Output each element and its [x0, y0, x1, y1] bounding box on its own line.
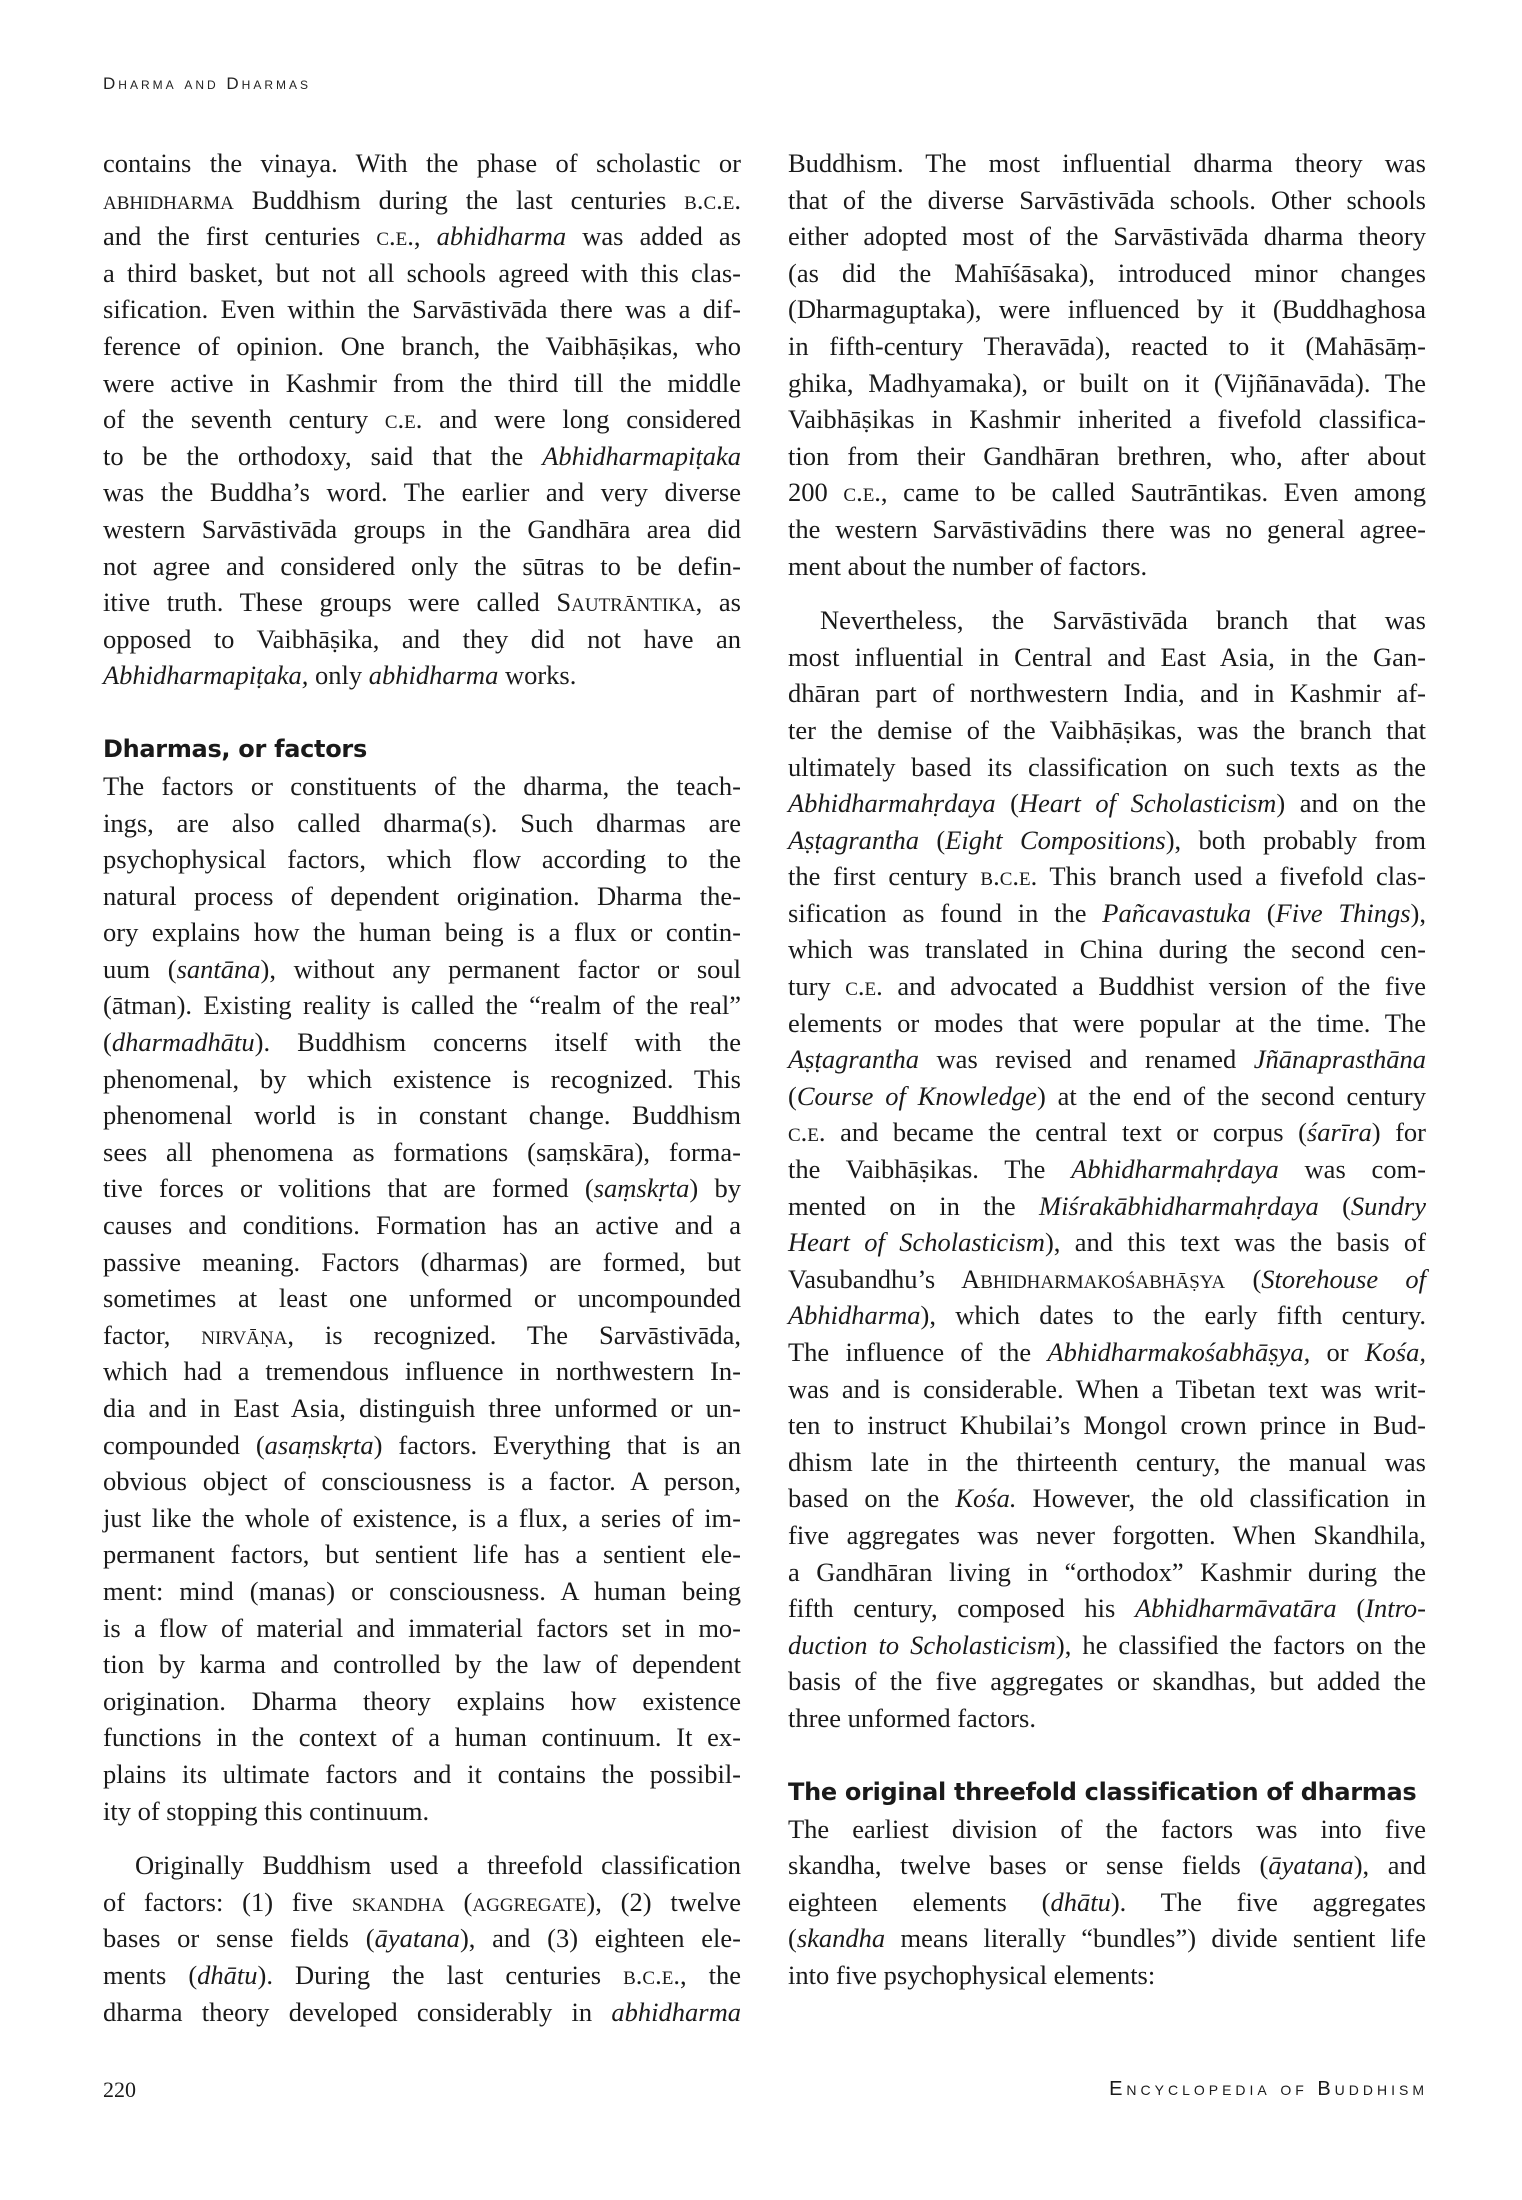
text-line: permanent factors, but sentient life has a sentient ele-: [103, 1539, 741, 1570]
text-line: duction to Scholasticism), he classified the factors on the: [788, 1629, 1426, 1660]
text-line: sometimes at least one unformed or uncompounded: [103, 1283, 741, 1314]
text-line: elements or modes that were popular at the time. The: [788, 1007, 1426, 1038]
text-line: obvious object of consciousness is a factor. A person,: [103, 1466, 741, 1497]
section-heading: The original threefold classification of dharmas: [788, 1777, 1417, 1806]
text-line: Abhidharmahṛdaya (Heart of Scholasticism) and on the: [788, 788, 1426, 819]
text-line: in fifth-century Theravāda), reacted to it (Mahāsāṃ-: [788, 330, 1426, 361]
text-line: Abhidharmapiṭaka, only abhidharma works.: [103, 660, 577, 691]
text-line: was and is considerable. When a Tibetan text was writ-: [788, 1373, 1426, 1404]
text-line: tive forces or volitions that are formed (saṃskṛta) by: [103, 1173, 741, 1204]
text-line: dhāran part of northwestern India, and in Kashmir af-: [788, 678, 1426, 709]
text-line: (ātman). Existing reality is called the “realm of the real”: [103, 990, 741, 1021]
right-column: [788, 145, 1426, 1994]
text-line: abhidharma Buddhism during the last centuries b.c.e.: [103, 184, 741, 215]
text-line: eighteen elements (dhātu). The five aggregates: [788, 1886, 1426, 1917]
text-line: origination. Dharma theory explains how existence: [103, 1685, 741, 1716]
text-line: western Sarvāstivāda groups in the Gandhāra area did: [103, 513, 741, 544]
text-line: the first century b.c.e. This branch used a fivefold clas-: [788, 861, 1427, 892]
text-line: were active in Kashmir from the third till the middle: [103, 367, 741, 398]
text-line: (skandha means literally “bundles”) divide sentient life: [788, 1923, 1426, 1954]
text-line: skandha, twelve bases or sense fields (āyatana), and: [788, 1850, 1427, 1881]
text-line: c.e. and became the central text or corpus (śarīra) for: [788, 1117, 1426, 1148]
text-line: sees all phenomena as formations (saṃskāra), forma-: [103, 1136, 741, 1167]
text-line: psychophysical factors, which flow according to the: [103, 844, 741, 875]
text-line: uum (santāna), without any permanent factor or soul: [103, 953, 742, 984]
text-line: The factors or constituents of the dharma, the teach-: [103, 770, 741, 801]
page-number: 220: [103, 2077, 136, 2102]
text-line: bases or sense fields (āyatana), and (3) eighteen ele-: [103, 1923, 741, 1954]
paragraph-gap: [103, 1829, 741, 1847]
text-line: itive truth. These groups were called Sautrāntika, as: [103, 587, 741, 618]
text-line: opposed to Vaibhāṣika, and they did not have an: [103, 623, 741, 654]
text-line: Originally Buddhism used a threefold classification: [135, 1850, 741, 1881]
text-line: The earliest division of the factors was into five: [788, 1813, 1426, 1844]
text-line: and the first centuries c.e., abhidharma was added as: [103, 221, 742, 252]
text-line: sification. Even within the Sarvāstivāda there was a dif-: [103, 294, 741, 325]
text-line: tion by karma and controlled by the law of dependent: [103, 1649, 741, 1680]
text-line: Aṣṭagrantha (Eight Compositions), both probably from: [788, 824, 1426, 855]
text-line: the western Sarvāstivādins there was no general agree-: [788, 513, 1426, 544]
text-line: dharma theory developed considerably in abhidharma: [103, 1996, 741, 2027]
text-line: Aṣṭagrantha was revised and renamed Jñānaprasthāna: [788, 1044, 1426, 1075]
text-line: ment about the number of factors.: [788, 550, 1148, 581]
text-line: fifth century, composed his Abhidharmāvatāra (Intro-: [788, 1593, 1426, 1624]
text-line: functions in the context of a human continuum. It ex-: [103, 1722, 741, 1753]
running-head: Dharma and Dharmas: [103, 74, 312, 93]
text-line: of factors: (1) five skandha (aggregate), (2) twelve: [103, 1886, 741, 1917]
text-line: is a flow of material and immaterial factors set in mo-: [103, 1612, 741, 1643]
text-line: The influence of the Abhidharmakośabhāṣya, or Kośa,: [788, 1337, 1426, 1367]
text-line: ment: mind (manas) or consciousness. A human being: [103, 1575, 741, 1606]
text-line: tion from their Gandhāran brethren, who, after about: [788, 440, 1426, 471]
text-line: a third basket, but not all schools agreed with this clas-: [103, 257, 741, 288]
text-line: factor, nirvāṇa, is recognized. The Sarvāstivāda,: [103, 1319, 741, 1350]
section-heading: Dharmas, or factors: [103, 734, 367, 763]
text-line: plains its ultimate factors and it contains the possibil-: [103, 1758, 741, 1789]
text-line: ity of stopping this continuum.: [103, 1795, 430, 1826]
text-line: phenomenal, by which existence is recognized. This: [103, 1063, 741, 1094]
text-line: Nevertheless, the Sarvāstivāda branch that was: [820, 605, 1426, 636]
text-line: most influential in Central and East Asia, in the Gan-: [788, 641, 1426, 672]
text-line: three unformed factors.: [788, 1702, 1036, 1733]
text-line: ultimately based its classification on such texts as the: [788, 751, 1426, 782]
text-line: dhism late in the thirteenth century, the manual was: [788, 1446, 1426, 1477]
text-line: (dharmadhātu). Buddhism concerns itself with the: [103, 1027, 741, 1058]
text-line: natural process of dependent origination. Dharma the-: [103, 880, 741, 911]
text-line: compounded (asaṃskṛta) factors. Everything that is an: [103, 1429, 741, 1460]
text-line: was the Buddha’s word. The earlier and very diverse: [103, 477, 741, 508]
left-column: [103, 145, 741, 2030]
paragraph-gap: [103, 694, 741, 730]
text-line: (Course of Knowledge) at the end of the second century: [788, 1080, 1426, 1111]
text-line: tury c.e. and advocated a Buddhist version of the five: [788, 971, 1427, 1002]
text-line: Buddhism. The most influential dharma theory was: [788, 148, 1426, 178]
text-line: ghika, Madhyamaka), or built on it (Vijñānavāda). The: [788, 367, 1426, 398]
text-line: 200 c.e., came to be called Sautrāntikas. Even among: [788, 477, 1426, 508]
text-line: contains the vinaya. With the phase of scholastic or: [103, 148, 741, 178]
text-line: either adopted most of the Sarvāstivāda dharma theory: [788, 221, 1426, 252]
text-line: that of the diverse Sarvāstivāda schools. Other schools: [788, 184, 1426, 215]
text-line: Abhidharma), which dates to the early fifth century.: [788, 1300, 1426, 1331]
text-line: ings, are also called dharma(s). Such dharmas are: [103, 807, 741, 838]
book-title-footer: Encyclopedia of Buddhism: [1109, 2078, 1428, 2100]
text-line: (as did the Mahīśāsaka), introduced minor changes: [788, 257, 1426, 288]
text-line: Vaibhāṣikas in Kashmir inherited a fivefold classifica-: [788, 404, 1426, 435]
text-line: which was translated in China during the second cen-: [788, 934, 1426, 965]
text-line: ory explains how the human being is a flux or contin-: [103, 917, 741, 948]
text-line: five aggregates was never forgotten. When Skandhila,: [788, 1519, 1426, 1550]
text-line: ference of opinion. One branch, the Vaibhāṣikas, who: [103, 330, 741, 361]
text-line: mented on in the Miśrakābhidharmahṛdaya (Sundry: [788, 1190, 1426, 1221]
text-line: ments (dhātu). During the last centuries b.c.e., the: [103, 1959, 741, 1990]
text-line: Heart of Scholasticism), and this text was the basis of: [788, 1227, 1426, 1258]
text-line: passive meaning. Factors (dharmas) are formed, but: [103, 1246, 741, 1277]
text-line: basis of the five aggregates or skandhas, but added the: [788, 1666, 1426, 1697]
paragraph-gap: [788, 584, 1426, 602]
text-line: sification as found in the Pañcavastuka (Five Things),: [788, 897, 1426, 928]
text-line: to be the orthodoxy, said that the Abhidharmapiṭaka: [103, 440, 741, 471]
paragraph-gap: [788, 1737, 1426, 1773]
text-line: ter the demise of the Vaibhāṣikas, was the branch that: [788, 714, 1426, 745]
text-line: which had a tremendous influence in northwestern In-: [103, 1356, 741, 1387]
text-line: just like the whole of existence, is a flux, a series of im-: [103, 1502, 741, 1533]
text-line: ten to instruct Khubilai’s Mongol crown prince in Bud-: [788, 1410, 1426, 1441]
text-line: a Gandhāran living in “orthodox” Kashmir during the: [788, 1556, 1426, 1587]
text-line: phenomenal world is in constant change. Buddhism: [103, 1100, 741, 1131]
text-line: not agree and considered only the sūtras to be defin-: [103, 550, 741, 581]
text-line: Vasubandhu’s Abhidharmakośabhāṣya (Storehouse of: [788, 1263, 1427, 1294]
text-line: the Vaibhāṣikas. The Abhidharmahṛdaya was com-: [788, 1154, 1426, 1185]
text-line: (Dharmaguptaka), were influenced by it (Buddhaghosa: [788, 294, 1426, 325]
text-line: causes and conditions. Formation has an active and a: [103, 1210, 741, 1241]
text-line: of the seventh century c.e. and were long considered: [103, 404, 741, 435]
text-line: based on the Kośa. However, the old classification in: [788, 1483, 1426, 1514]
text-line: dia and in East Asia, distinguish three unformed or un-: [103, 1393, 741, 1423]
text-line: into five psychophysical elements:: [788, 1959, 1156, 1990]
